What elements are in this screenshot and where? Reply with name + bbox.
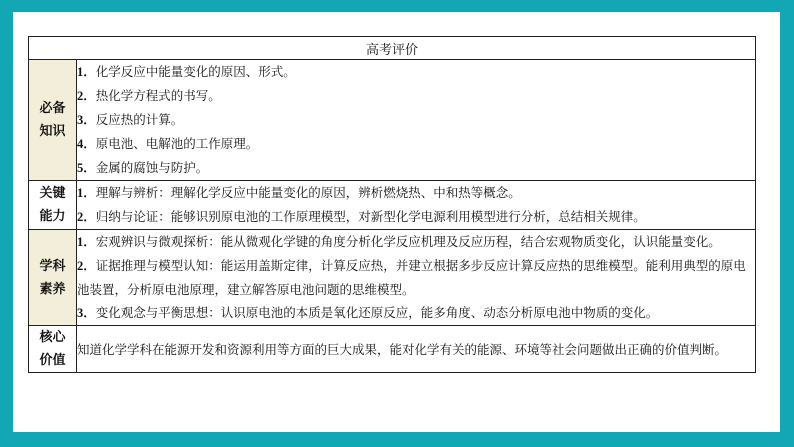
- table-title: 高考评价: [29, 37, 756, 60]
- category-label: 关键: [39, 186, 66, 201]
- list-item: [77, 60, 755, 84]
- list-item: [77, 84, 755, 108]
- item-number: 1．: [77, 186, 96, 200]
- list-item: [77, 205, 755, 229]
- item-number: 4．: [77, 137, 96, 151]
- category-cell: [29, 230, 77, 326]
- category-cell: [29, 60, 77, 181]
- table-row: [29, 60, 756, 181]
- category-label: 素养: [39, 281, 66, 297]
- item-text: 理解与辨析：理解化学反应中能量变化的原因，辨析燃烧热、中和热等概念。: [95, 185, 521, 200]
- items-cell: [77, 230, 756, 326]
- item-text: 原电池、电解池的工作原理。: [95, 136, 259, 151]
- item-text: 证据推理与模型认知：能运用盖斯定律，计算反应热，并建立根据多步反应计算反应热的思维模型。能利用典型的原电池装置，分析原电池原理，建立解答原电池问题的思维模型。: [77, 258, 746, 297]
- table-header-row: [29, 37, 756, 60]
- item-text: 变化观念与平衡思想：认识原电池的本质是氧化还原反应，能多角度、动态分析原电池中物质的变化。: [95, 305, 659, 320]
- item-text: 宏观辨识与微观探析：能从微观化学键的角度分析化学反应机理及反应历程，结合宏观物质变化，认识能量变化。: [95, 234, 721, 249]
- item-number: 1．: [77, 65, 96, 79]
- list-item: [77, 230, 755, 254]
- table-row: [29, 230, 756, 326]
- items-cell: [77, 181, 756, 230]
- category-label: 知识: [39, 124, 66, 139]
- item-text: 归纳与论证：能够识别原电池的工作原理模型，对新型化学电源利用模型进行分析，总结相关规律。: [95, 209, 646, 224]
- list-item: [77, 108, 755, 132]
- category-label: 必备: [39, 101, 66, 116]
- category-cell: [29, 326, 77, 373]
- item-number: 2．: [77, 259, 96, 273]
- category-label: 价值: [39, 353, 66, 368]
- list-item: [77, 156, 755, 180]
- table-row: [29, 181, 756, 230]
- table-body: [29, 60, 756, 373]
- item-number: 1．: [77, 235, 96, 249]
- items-cell: [77, 60, 756, 181]
- item-number: 5．: [77, 161, 96, 175]
- item-text: 热化学方程式的书写。: [95, 88, 221, 103]
- item-text: 反应热的计算。: [95, 112, 184, 127]
- item-text: 化学反应中能量变化的原因、形式。: [95, 64, 296, 79]
- item-text: 知道化学学科在能源开发和资源利用等方面的巨大成果，能对化学有关的能源、环境等社会问题做出正确的价值判断。: [77, 341, 728, 357]
- category-label: 核心: [39, 330, 66, 345]
- category-label: 学科: [39, 258, 66, 274]
- category-cell: [29, 181, 77, 230]
- list-item: [77, 132, 755, 156]
- item-number: 3．: [77, 306, 96, 320]
- item-number: 2．: [77, 210, 96, 224]
- items-cell: [77, 326, 756, 373]
- list-item: [77, 181, 755, 205]
- list-item: [77, 254, 755, 301]
- table-row: [29, 326, 756, 373]
- item-number: 3．: [77, 113, 96, 127]
- slide: [13, 12, 780, 432]
- category-label: 能力: [39, 209, 66, 224]
- item-text: 金属的腐蚀与防护。: [95, 160, 209, 175]
- list-item: [77, 301, 755, 325]
- list-item: [77, 338, 755, 361]
- item-number: 2．: [77, 89, 96, 103]
- evaluation-table: [28, 36, 756, 373]
